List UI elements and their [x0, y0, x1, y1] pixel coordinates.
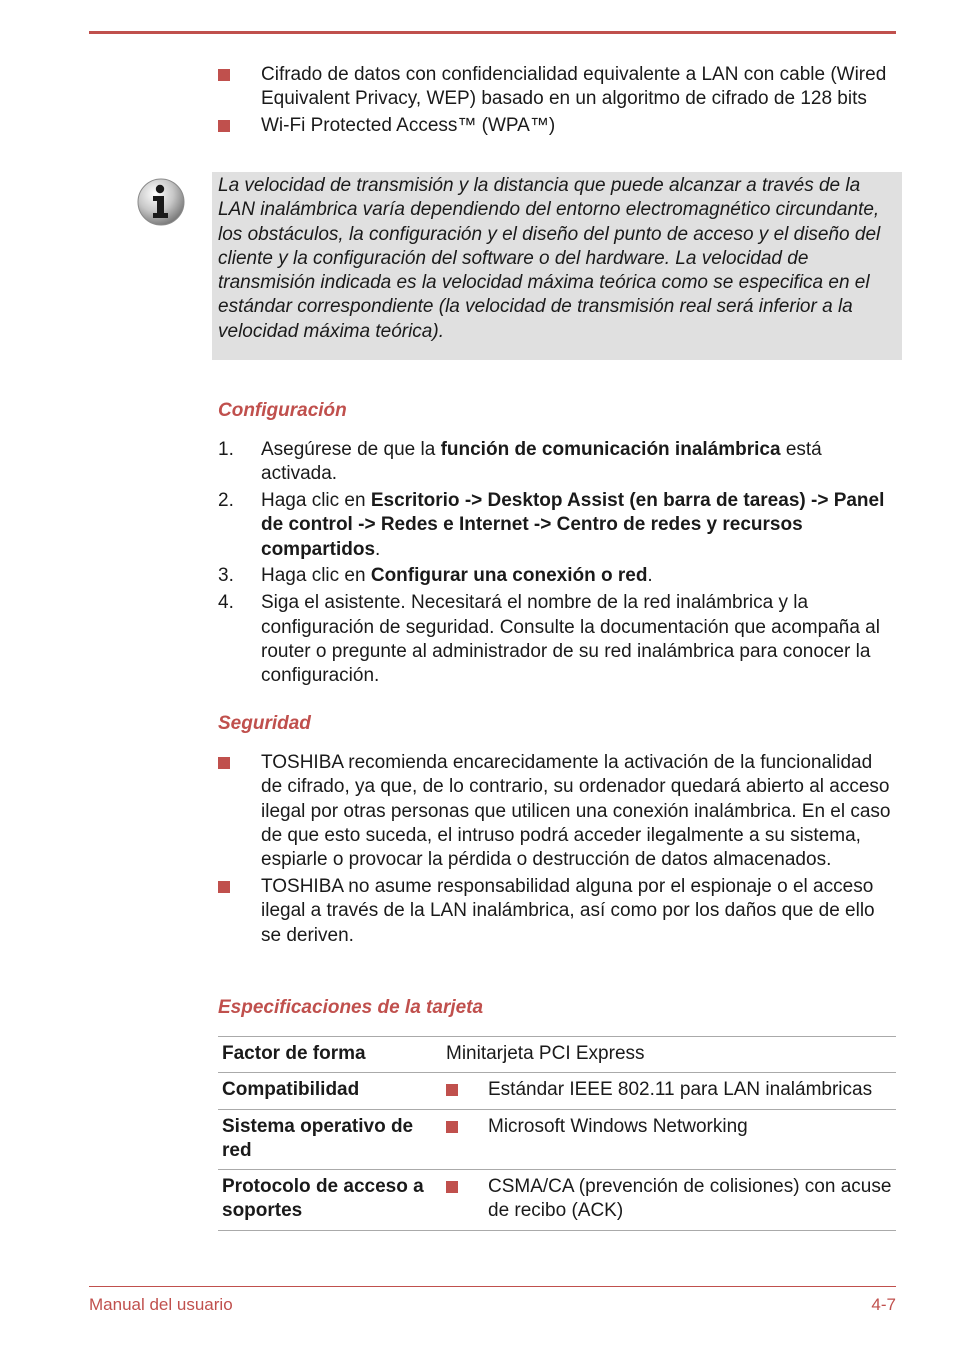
step-number: 1. — [218, 439, 234, 460]
square-bullet-icon — [446, 1121, 458, 1133]
note-text: La velocidad de transmisión y la distancia que puede alcanzar a través de la LAN inalámbrica varía dependiendo del entorno electromagnético circundante, los obstáculos, la configuración y el diseño del punto de acceso y el diseño del cliente y la configuración del software o del hardware. La velocidad de transmisión indicada es la velocidad máxima teórica como se especifica en el estándar correspondiente (la velocidad de transmisión real será inferior a la velocidad máxima teórica). — [218, 175, 881, 342]
square-bullet-icon — [218, 881, 230, 893]
table-row — [218, 1170, 896, 1231]
spec-table — [218, 1036, 896, 1231]
config-heading: Configuración — [218, 400, 347, 421]
square-bullet-icon — [218, 757, 230, 769]
step-number: 4. — [218, 592, 234, 614]
step-text: . — [647, 565, 653, 587]
list-item — [218, 875, 898, 948]
spec-key: Factor de forma — [218, 1037, 442, 1073]
square-bullet-icon — [218, 120, 230, 132]
table-row — [218, 1037, 896, 1073]
list-item-text: TOSHIBA recomienda encarecidamente la activación de la funcionalidad de cifrado, ya que, de lo contrario, su ordenador quedará abierto al acceso ilegal por otras personas que utilicen una conexión inalámbrica. En el caso de que esto suceda, el intruso podrá acceder ilegalmente a su sistema, espiarle o provocar la pérdida o destrucción de datos almacenados. — [261, 752, 891, 871]
list-item-text: TOSHIBA no asume responsabilidad alguna por el espionaje o el acceso ilegal a través de la LAN inalámbrica, así como por los daños que de ello se deriven. — [261, 875, 875, 946]
step-bold-text: función de comunicación inalámbrica — [440, 439, 781, 460]
square-bullet-icon — [446, 1181, 458, 1193]
step-text: Haga clic en — [261, 565, 371, 587]
list-item — [446, 1078, 892, 1102]
step-text: Asegúrese de que la — [261, 439, 441, 460]
square-bullet-icon — [446, 1084, 458, 1096]
step-bold-text: Escritorio -> Desktop Assist (en barra de tareas) -> Panel de control -> Redes e Internet -> Centro de redes y recursos compartidos — [261, 490, 885, 560]
step-number: 2. — [218, 490, 234, 512]
step-bold-text: Configurar una conexión o red — [370, 565, 648, 587]
spec-value: Minitarjeta PCI Express — [442, 1037, 896, 1073]
list-item — [218, 63, 898, 112]
list-item — [218, 438, 898, 487]
note-box — [212, 172, 902, 360]
spec-value-cell — [442, 1073, 896, 1109]
list-item — [218, 751, 898, 872]
list-item — [446, 1175, 892, 1224]
top-rule — [89, 31, 896, 34]
list-item — [446, 1115, 892, 1139]
spec-value-cell — [442, 1170, 896, 1231]
table-row — [218, 1073, 896, 1109]
list-item — [218, 564, 898, 588]
intro-bullet-list — [218, 63, 898, 141]
step-text: . — [375, 538, 381, 560]
step-text: Siga el asistente. Necesitará el nombre de la red inalámbrica y la configuración de seguridad. Consulte la documentación que acompaña al router o pregunte al administrador de su red inalámbrica para conocer la configuración. — [261, 592, 880, 687]
step-number: 3. — [218, 565, 234, 587]
step-text: está activada. — [261, 439, 822, 485]
spec-value-cell — [442, 1109, 896, 1170]
spec-key: Protocolo de acceso a soportes — [218, 1170, 442, 1231]
spec-value: CSMA/CA (prevención de colisiones) con acuse de recibo (ACK) — [488, 1176, 892, 1222]
spec-key: Sistema operativo de red — [218, 1109, 442, 1170]
spec-key: Compatibilidad — [218, 1073, 442, 1109]
specs-heading: Especificaciones de la tarjeta — [218, 997, 484, 1018]
square-bullet-icon — [218, 69, 230, 81]
list-item — [218, 591, 898, 688]
spec-value: Estándar IEEE 802.11 para LAN inalámbricas — [488, 1079, 873, 1101]
list-item-text: Cifrado de datos con confidencialidad equivalente a LAN con cable (Wired Equivalent Privacy, WEP) basado en un algoritmo de cifrado de 128 bits — [261, 64, 887, 110]
info-icon — [136, 177, 186, 227]
security-heading: Seguridad — [218, 713, 311, 734]
list-item — [218, 114, 898, 138]
footer-title: Manual del usuario — [89, 1295, 233, 1314]
list-item-text: Wi-Fi Protected Access™ (WPA™) — [261, 115, 556, 137]
step-text: Haga clic en — [261, 490, 371, 512]
security-bullet-list — [218, 751, 898, 950]
config-steps-list — [218, 438, 898, 691]
spec-value: Microsoft Windows Networking — [488, 1115, 748, 1137]
bottom-rule — [89, 1286, 896, 1287]
list-item — [218, 489, 898, 562]
table-row — [218, 1109, 896, 1170]
page-number: 4-7 — [871, 1295, 896, 1314]
